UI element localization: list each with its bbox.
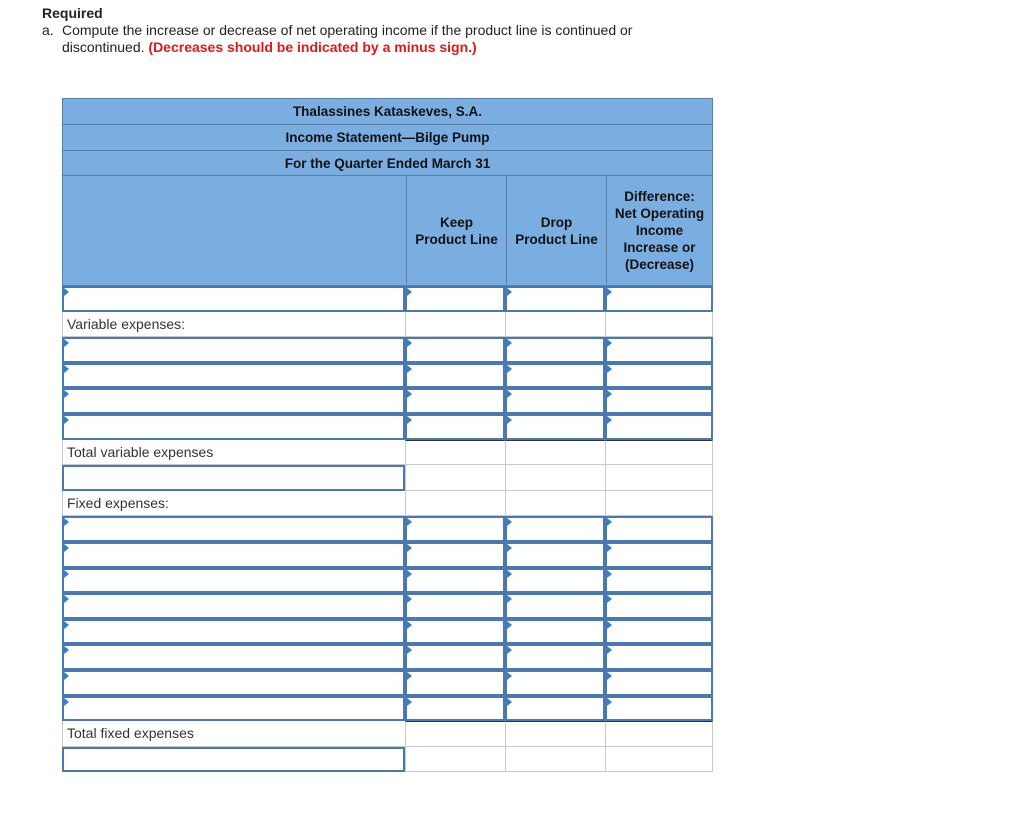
difference-input[interactable] [605, 619, 713, 645]
empty-cell [605, 747, 713, 773]
keep-amount-input[interactable] [405, 619, 505, 645]
diff-header-line4: Increase or [623, 240, 696, 255]
line-item-input[interactable] [62, 286, 405, 312]
difference-input[interactable] [605, 414, 713, 440]
difference-input[interactable] [605, 644, 713, 670]
table-row [62, 312, 713, 338]
difference-input[interactable] [605, 568, 713, 594]
keep-amount-input[interactable] [405, 388, 505, 414]
line-item-input[interactable] [62, 414, 405, 440]
statement-period: For the Quarter Ended March 31 [62, 150, 713, 176]
keep-amount-input[interactable] [405, 568, 505, 594]
table-row [62, 593, 713, 619]
table-row [62, 388, 713, 414]
line-item-input[interactable] [62, 644, 405, 670]
diff-header-line1: Difference: [624, 189, 695, 204]
required-heading: Required [42, 5, 103, 21]
difference-input[interactable] [605, 337, 713, 363]
keep-amount-input[interactable] [405, 286, 505, 312]
drop-amount-input[interactable] [505, 388, 605, 414]
diff-header-line5: (Decrease) [624, 257, 695, 272]
blank-header [63, 176, 406, 285]
empty-cell [505, 491, 605, 517]
total-variable-expenses-label: Total variable expenses [62, 440, 405, 466]
drop-header-line1: Drop [540, 214, 573, 230]
total-fixed-keep [405, 721, 505, 747]
keep-amount-input[interactable] [405, 696, 505, 722]
difference-input[interactable] [605, 696, 713, 722]
table-row [62, 337, 713, 363]
total-fixed-difference [605, 721, 713, 747]
diff-header-line3: Income [635, 223, 684, 238]
drop-amount-input[interactable] [505, 619, 605, 645]
table-row [62, 465, 713, 491]
instruction-warning: (Decreases should be indicated by a minus sign.) [148, 39, 477, 55]
table-row [62, 670, 713, 696]
line-item-input[interactable] [62, 747, 405, 773]
drop-amount-input[interactable] [505, 363, 605, 389]
table-row [62, 491, 713, 517]
drop-amount-input[interactable] [505, 644, 605, 670]
empty-cell [605, 312, 713, 338]
table-row [62, 696, 713, 722]
table-row [62, 644, 713, 670]
drop-header-line2: Product Line [515, 231, 598, 247]
instruction-letter: a. [42, 22, 54, 38]
line-item-input[interactable] [62, 593, 405, 619]
line-item-input[interactable] [62, 542, 405, 568]
table-row [62, 619, 713, 645]
empty-cell [405, 491, 505, 517]
instruction-line1: Compute the increase or decrease of net operating income if the product line is continued or [62, 22, 633, 38]
keep-amount-input[interactable] [405, 414, 505, 440]
empty-cell [405, 312, 505, 338]
total-fixed-drop [505, 721, 605, 747]
table-row [62, 516, 713, 542]
line-item-input[interactable] [62, 696, 405, 722]
empty-cell [505, 312, 605, 338]
instruction-text [42, 22, 682, 56]
drop-amount-input[interactable] [505, 593, 605, 619]
difference-input[interactable] [605, 363, 713, 389]
table-row [62, 721, 713, 747]
keep-header-line1: Keep [439, 214, 473, 230]
line-item-input[interactable] [62, 516, 405, 542]
diff-header-line2: Net Operating [614, 206, 705, 221]
drop-amount-input[interactable] [505, 568, 605, 594]
line-item-input[interactable] [62, 670, 405, 696]
keep-amount-input[interactable] [405, 644, 505, 670]
line-item-input[interactable] [62, 465, 405, 491]
line-item-input[interactable] [62, 363, 405, 389]
table-row [62, 363, 713, 389]
line-item-input[interactable] [62, 568, 405, 594]
variable-expenses-label: Variable expenses: [62, 312, 405, 338]
income-statement-table [62, 98, 713, 772]
table-row [62, 414, 713, 440]
keep-amount-input[interactable] [405, 593, 505, 619]
difference-input[interactable] [605, 286, 713, 312]
total-variable-drop [505, 440, 605, 466]
keep-header-line2: Product Line [415, 231, 498, 247]
line-item-input[interactable] [62, 388, 405, 414]
empty-cell [405, 747, 505, 773]
empty-cell [605, 465, 713, 491]
company-name: Thalassines Kataskeves, S.A. [62, 98, 713, 124]
table-row [62, 440, 713, 466]
instruction-line2: discontinued. [62, 39, 145, 55]
line-item-input[interactable] [62, 619, 405, 645]
drop-amount-input[interactable] [505, 414, 605, 440]
statement-title: Income Statement—Bilge Pump [62, 124, 713, 150]
drop-amount-input[interactable] [505, 286, 605, 312]
difference-input[interactable] [605, 542, 713, 568]
drop-amount-input[interactable] [505, 516, 605, 542]
table-row [62, 542, 713, 568]
column-headers [62, 176, 713, 286]
drop-column-header [506, 176, 606, 285]
difference-input[interactable] [605, 593, 713, 619]
fixed-expenses-label: Fixed expenses: [62, 491, 405, 517]
drop-amount-input[interactable] [505, 696, 605, 722]
table-row [62, 568, 713, 594]
empty-cell [505, 747, 605, 773]
keep-amount-input[interactable] [405, 516, 505, 542]
difference-input[interactable] [605, 388, 713, 414]
drop-amount-input[interactable] [505, 542, 605, 568]
difference-input[interactable] [605, 670, 713, 696]
total-fixed-expenses-label: Total fixed expenses [62, 721, 405, 747]
drop-amount-input[interactable] [505, 337, 605, 363]
keep-amount-input[interactable] [405, 337, 505, 363]
keep-column-header [406, 176, 506, 285]
difference-input[interactable] [605, 516, 713, 542]
empty-cell [405, 465, 505, 491]
keep-amount-input[interactable] [405, 542, 505, 568]
table-row [62, 747, 713, 773]
total-variable-keep [405, 440, 505, 466]
keep-amount-input[interactable] [405, 363, 505, 389]
drop-amount-input[interactable] [505, 670, 605, 696]
line-item-input[interactable] [62, 337, 405, 363]
total-variable-difference [605, 440, 713, 466]
empty-cell [605, 491, 713, 517]
table-row [62, 286, 713, 312]
empty-cell [505, 465, 605, 491]
keep-amount-input[interactable] [405, 670, 505, 696]
difference-column-header [606, 176, 712, 285]
